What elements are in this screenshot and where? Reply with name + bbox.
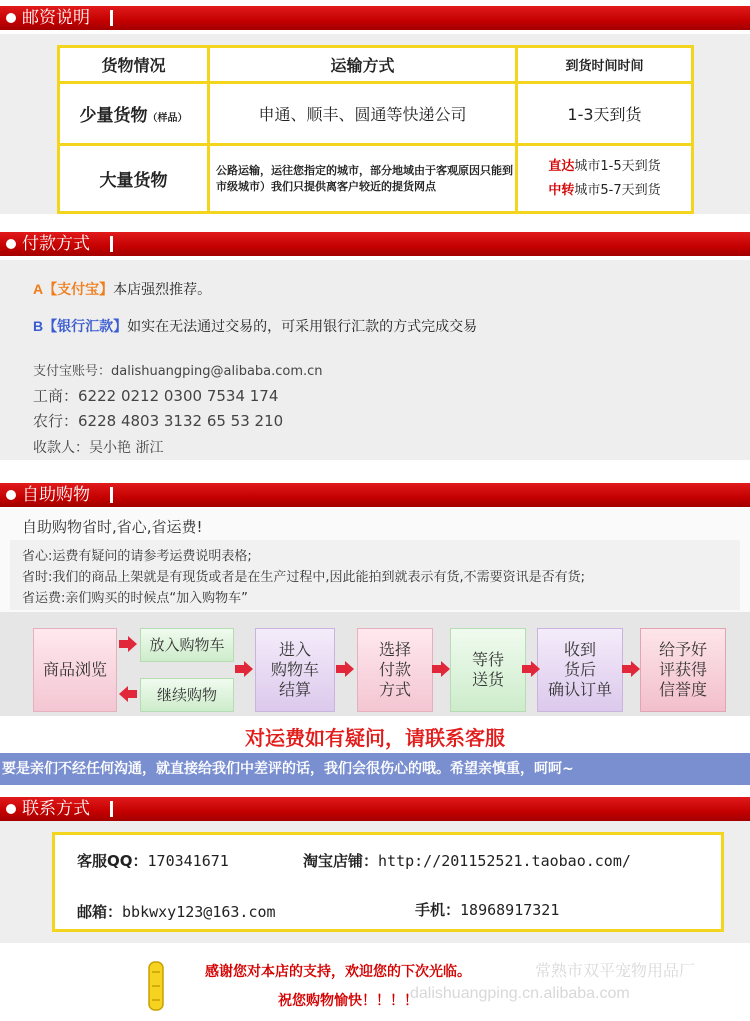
step-label: 信誉度	[658, 680, 707, 699]
step-label: 继续购物	[156, 686, 217, 704]
shop-label: 淘宝店铺：	[303, 852, 379, 870]
qq-value[interactable]: 170341671	[147, 852, 229, 870]
payment-option-a	[33, 279, 211, 299]
tip-line: 省时:我们的商品上架就是有现货或者是在生产过程中,因此能拍到就表示有货,不需要资讯是否有货;	[22, 570, 586, 585]
time-text: 城市5-7天到货	[574, 182, 661, 198]
divider	[110, 487, 113, 503]
step-browse	[33, 628, 117, 712]
table-cell: 大量货物	[59, 145, 209, 213]
review-notice-band	[0, 753, 750, 785]
time-line	[518, 179, 691, 203]
qq-label: 客服QQ：	[77, 852, 148, 870]
time-line	[518, 155, 691, 179]
table-header: 运输方式	[209, 47, 517, 83]
table-cell: 申通、顺丰、圆通等快递公司	[209, 83, 517, 145]
option-text: 本店强烈推荐。	[113, 282, 212, 298]
step-label: 付款	[378, 660, 411, 679]
step-label: 放入购物车	[149, 636, 225, 654]
step-label: 货后	[563, 660, 596, 679]
alipay-account: 支付宝账号：dalishuangping@alibaba.com.cn	[33, 364, 323, 379]
step-label: 评获得	[658, 660, 707, 679]
alipay-tag: 【支付宝】	[43, 282, 114, 298]
step-label: 方式	[378, 680, 411, 699]
icbc-account: 工商：6222 0212 0300 7534 174	[33, 387, 279, 405]
thanks-line: 感谢您对本店的支持，欢迎您的下次光临。	[205, 964, 471, 980]
bullet-icon	[6, 804, 16, 814]
email-label: 邮箱：	[77, 903, 123, 921]
email-row	[77, 901, 276, 922]
payment-option-b	[33, 316, 477, 336]
step-label: 进入	[278, 640, 311, 659]
tip-line: 省心:运费有疑问的请参考运费说明表格;	[22, 549, 252, 564]
step-label: 给予好	[658, 640, 707, 659]
step-label: 选择	[378, 640, 411, 659]
contact-section-header	[0, 797, 750, 821]
table-header: 到货时间时间	[517, 47, 693, 83]
shop-link[interactable]: http://201152521.taobao.com/	[378, 852, 631, 870]
step-continue	[140, 678, 234, 712]
step-label: 商品浏览	[42, 660, 107, 679]
email-value[interactable]: bbkwxy123@163.com	[122, 903, 276, 921]
option-letter: B	[33, 318, 44, 334]
shipping-section-header	[0, 6, 750, 30]
step-review	[640, 628, 726, 712]
transfer-tag: 中转	[548, 182, 575, 198]
shipping-section-title: 邮资说明	[22, 8, 90, 28]
step-pay	[357, 628, 433, 712]
divider	[110, 801, 113, 817]
table-cell: 公路运输，运往您指定的城市，部分地域由于客观原因只能到市级城市）我们只提供离客户较近的提货网点	[209, 145, 517, 213]
arrow-right-icon	[119, 636, 137, 652]
bullet-icon	[6, 490, 16, 500]
shipping-table	[57, 45, 694, 214]
tip-line: 省运费:亲们购买的时候点“加入购物车”	[22, 591, 248, 606]
qq-row	[77, 850, 229, 871]
self-service-section-title: 自助购物	[22, 485, 90, 505]
divider	[110, 10, 113, 26]
step-label: 购物车	[270, 660, 319, 679]
step-label: 等待	[471, 650, 504, 669]
contact-section-title: 联系方式	[22, 799, 90, 819]
phone-label: 手机：	[415, 901, 461, 919]
payment-section-title: 付款方式	[22, 234, 90, 254]
watermark-url: dalishuangping.cn.alibaba.com	[410, 985, 630, 1002]
bullet-icon	[6, 13, 16, 23]
direct-tag: 直达	[548, 158, 575, 174]
payee: 收款人：吴小艳 浙江	[33, 440, 164, 456]
step-add-cart	[140, 628, 234, 662]
self-service-headline: 自助购物省时,省心,省运费!	[22, 518, 203, 536]
arrow-left-icon	[119, 686, 137, 702]
shop-row	[303, 850, 631, 871]
step-label: 送货	[471, 670, 504, 689]
bank-tag: 【银行汇款】	[43, 319, 128, 335]
wish-line: 祝您购物愉快！！！！	[278, 993, 418, 1009]
phone-value[interactable]: 18968917321	[460, 901, 560, 919]
table-header: 货物情况	[59, 47, 209, 83]
divider	[110, 236, 113, 252]
arrow-right-icon	[432, 661, 450, 677]
bullet-icon	[6, 239, 16, 249]
step-label: 结算	[278, 680, 311, 699]
scroll-ornament-icon	[146, 958, 166, 1014]
review-notice-text: 要是亲们不经任何沟通，就直接给我们中差评的话，我们会很伤心的哦。希望亲慎重，呵呵~	[2, 761, 574, 777]
goods-label: 少量货物	[79, 106, 148, 126]
goods-note: （样品）	[147, 113, 188, 124]
self-service-section-header	[0, 483, 750, 507]
shipping-question-notice: 对运费如有疑问，请联系客服	[245, 726, 505, 750]
phone-row	[415, 899, 559, 920]
table-cell	[59, 83, 209, 145]
step-label: 确认订单	[547, 680, 612, 699]
arrow-right-icon	[622, 661, 640, 677]
table-cell: 1-3天到货	[517, 83, 693, 145]
table-cell	[517, 145, 693, 213]
time-text: 城市1-5天到货	[574, 158, 661, 174]
arrow-right-icon	[235, 661, 253, 677]
arrow-right-icon	[336, 661, 354, 677]
payment-section-header	[0, 232, 750, 256]
step-receive	[537, 628, 623, 712]
watermark-text: 常熟市双平宠物用品厂	[535, 961, 696, 980]
step-wait	[450, 628, 526, 712]
option-text: 如实在无法通过交易的，可采用银行汇款的方式完成交易	[127, 319, 478, 335]
arrow-right-icon	[522, 661, 540, 677]
step-checkout	[255, 628, 335, 712]
option-letter: A	[33, 281, 44, 297]
step-label: 收到	[563, 640, 596, 659]
contact-box	[52, 832, 724, 932]
abc-account: 农行：6228 4803 3132 65 53 210	[33, 412, 284, 430]
